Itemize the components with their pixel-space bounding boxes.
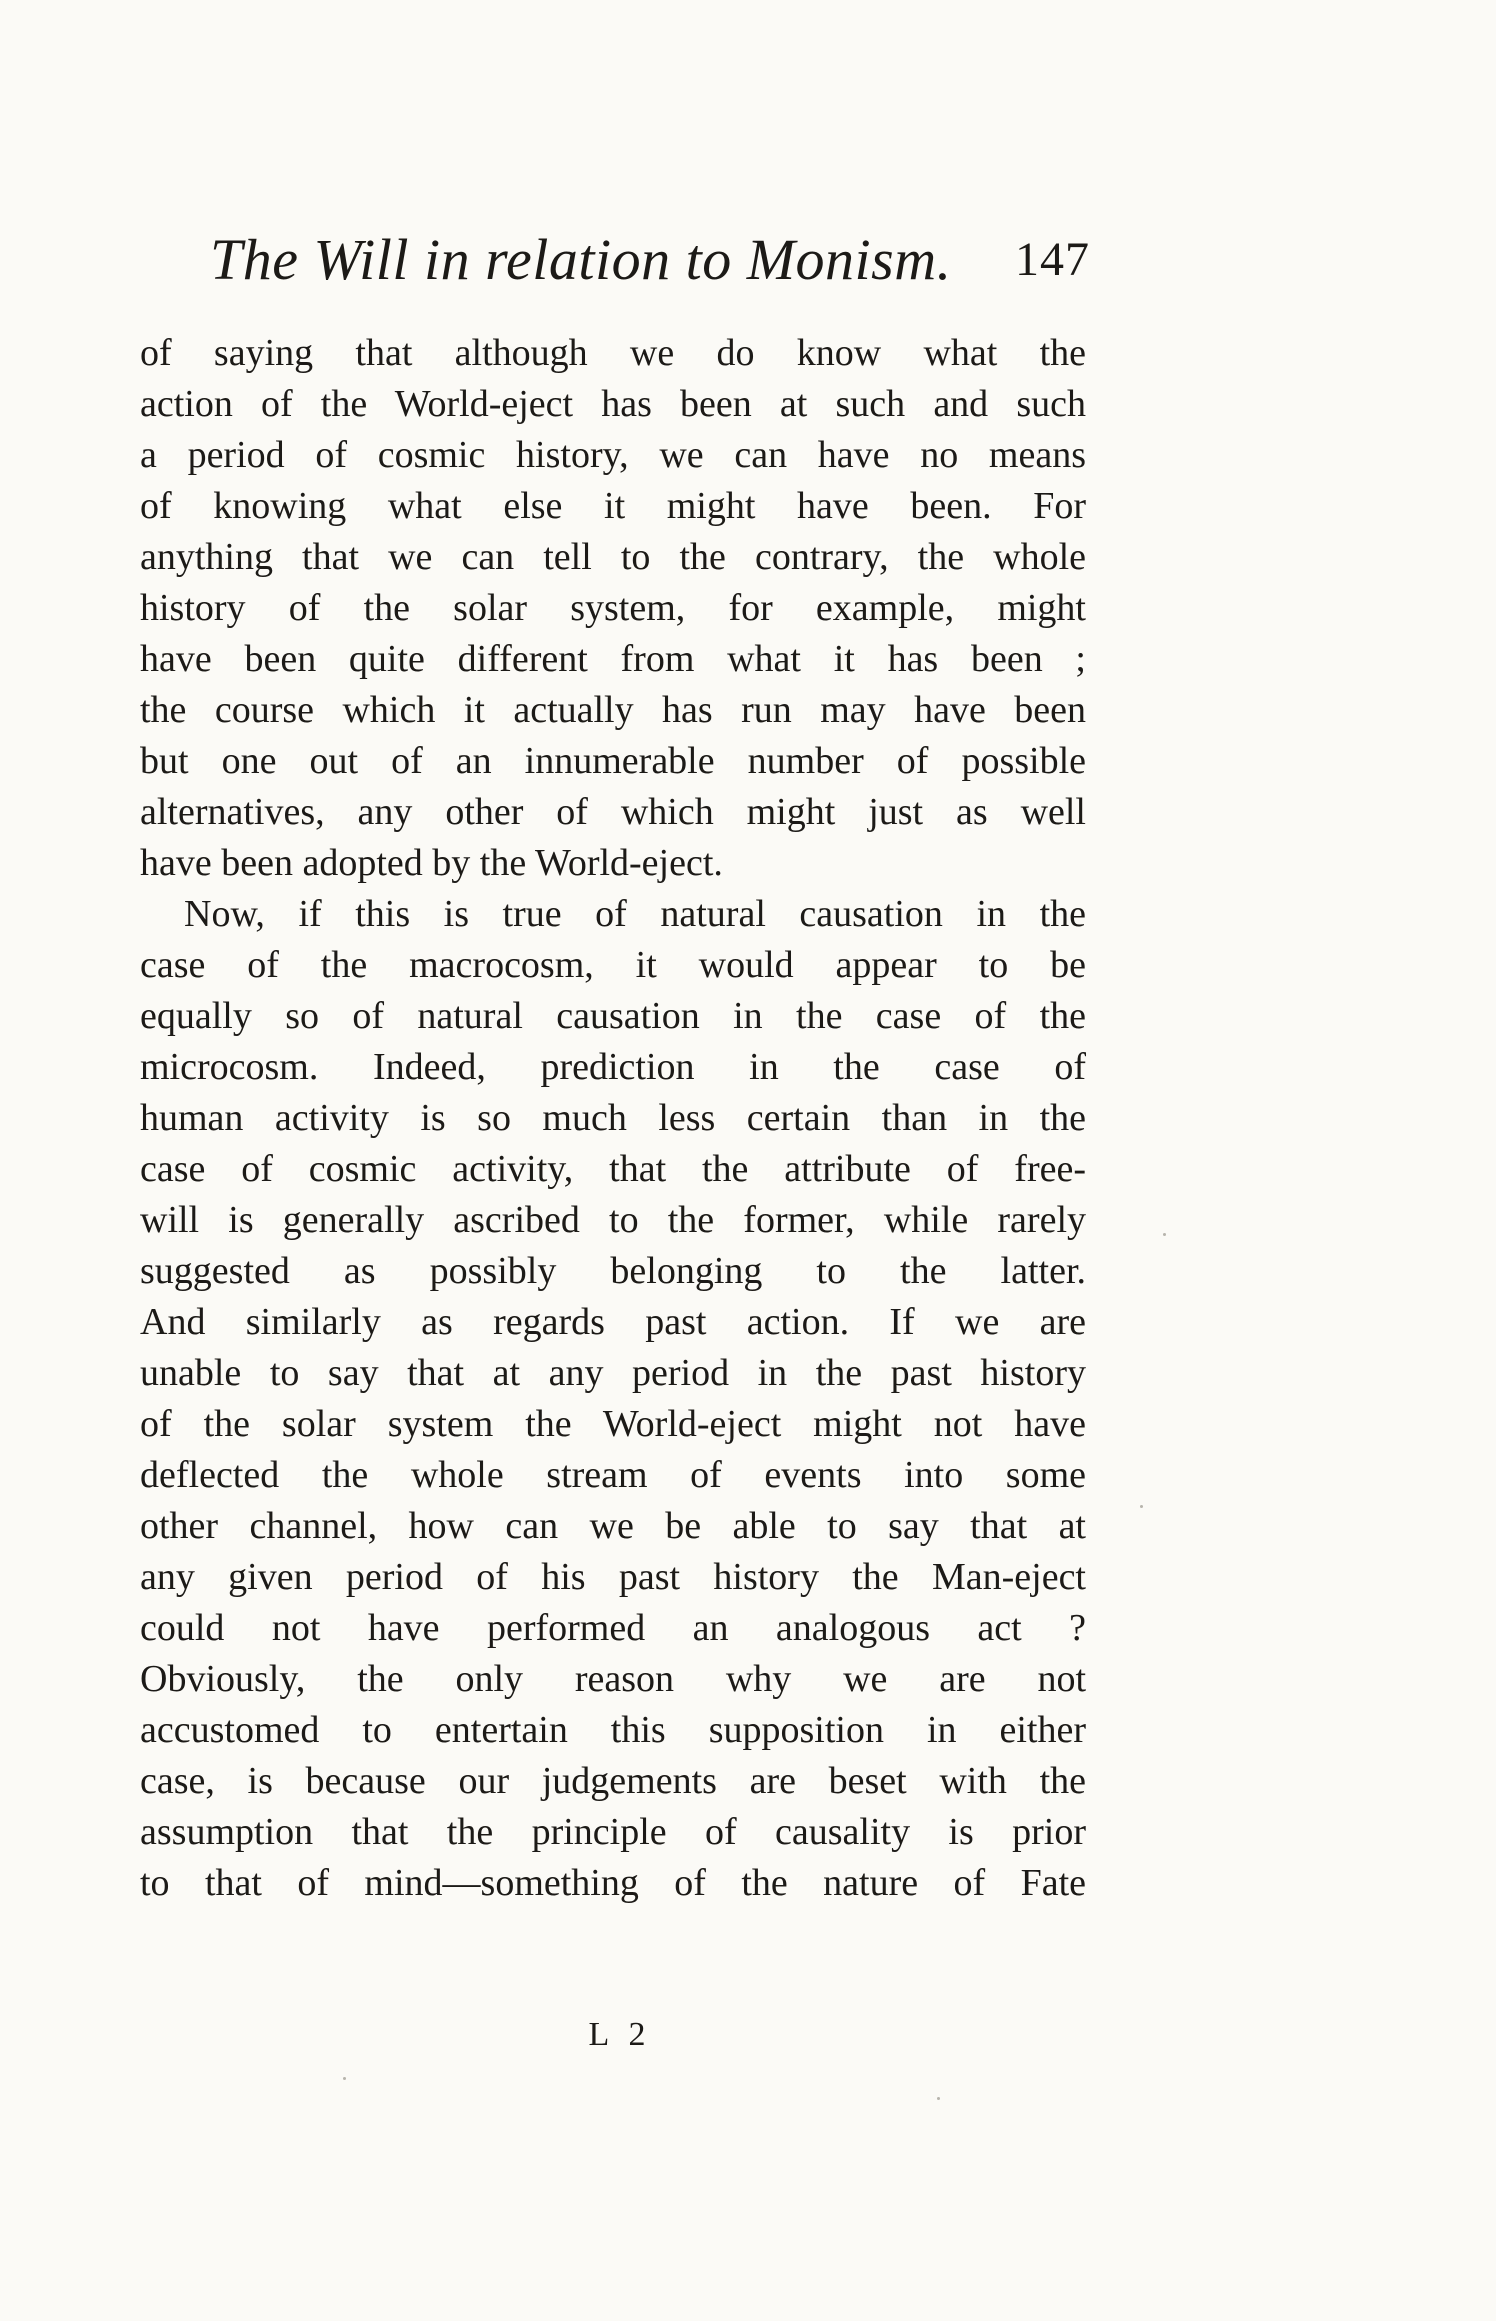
text-line: suggested as possibly belonging to the latter.: [140, 1250, 1086, 1292]
text-line: of knowing what else it might have been. For: [140, 485, 1086, 527]
text-line: but one out of an innumerable number of possible: [140, 740, 1086, 782]
paper-speck: [1140, 1505, 1143, 1508]
text-line: have been quite different from what it has been ;: [140, 638, 1086, 680]
text-line: unable to say that at any period in the past history: [140, 1352, 1086, 1394]
signature-mark: L 2: [588, 2016, 652, 2053]
paper-speck: [1163, 1233, 1166, 1236]
text-line: a period of cosmic history, we can have no means: [140, 434, 1086, 476]
text-line: case of cosmic activity, that the attribute of free-: [140, 1148, 1086, 1190]
running-head: [210, 225, 1090, 295]
text-line: history of the solar system, for example, might: [140, 587, 1086, 629]
text-line: deflected the whole stream of events into some: [140, 1454, 1086, 1496]
running-title: The Will in relation to Monism.: [210, 227, 952, 292]
text-line: equally so of natural causation in the case of the: [140, 995, 1086, 1037]
page-number: 147: [1015, 233, 1090, 286]
text-line: microcosm. Indeed, prediction in the case of: [140, 1046, 1086, 1088]
text-line: action of the World-eject has been at such and such: [140, 383, 1086, 425]
text-line: human activity is so much less certain than in the: [140, 1097, 1086, 1139]
text-line: could not have performed an analogous act ?: [140, 1607, 1086, 1649]
text-line: the course which it actually has run may have been: [140, 689, 1086, 731]
text-line: will is generally ascribed to the former, while rarely: [140, 1199, 1086, 1241]
text-line: Now, if this is true of natural causation in the: [184, 893, 1086, 935]
paper-speck: [937, 2097, 940, 2100]
text-line: of the solar system the World-eject might not have: [140, 1403, 1086, 1445]
text-line: anything that we can tell to the contrary, the whole: [140, 536, 1086, 578]
body-text: [140, 328, 1086, 1960]
text-line: [140, 1909, 1086, 1960]
text-line: assumption that the principle of causality is prior: [140, 1811, 1086, 1853]
text-line: any given period of his past history the Man-eject: [140, 1556, 1086, 1598]
text-line: Obviously, the only reason why we are not: [140, 1658, 1086, 1700]
paper-speck: [343, 2077, 346, 2080]
text-line: other channel, how can we be able to say that at: [140, 1505, 1086, 1547]
text-line: accustomed to entertain this supposition in either: [140, 1709, 1086, 1751]
text-line: of saying that although we do know what the: [140, 332, 1086, 374]
paragraph-1: [140, 328, 1086, 889]
text-line: case, is because our judgements are beset with the: [140, 1760, 1086, 1802]
text-line: have been adopted by the World-eject.: [140, 842, 723, 884]
text-line: to that of mind—something of the nature of Fate: [140, 1862, 1086, 1904]
text-line: alternatives, any other of which might just as well: [140, 791, 1086, 833]
text-line: case of the macrocosm, it would appear to be: [140, 944, 1086, 986]
text-line: And similarly as regards past action. If we are: [140, 1301, 1086, 1343]
paragraph-2: [140, 889, 1086, 1960]
